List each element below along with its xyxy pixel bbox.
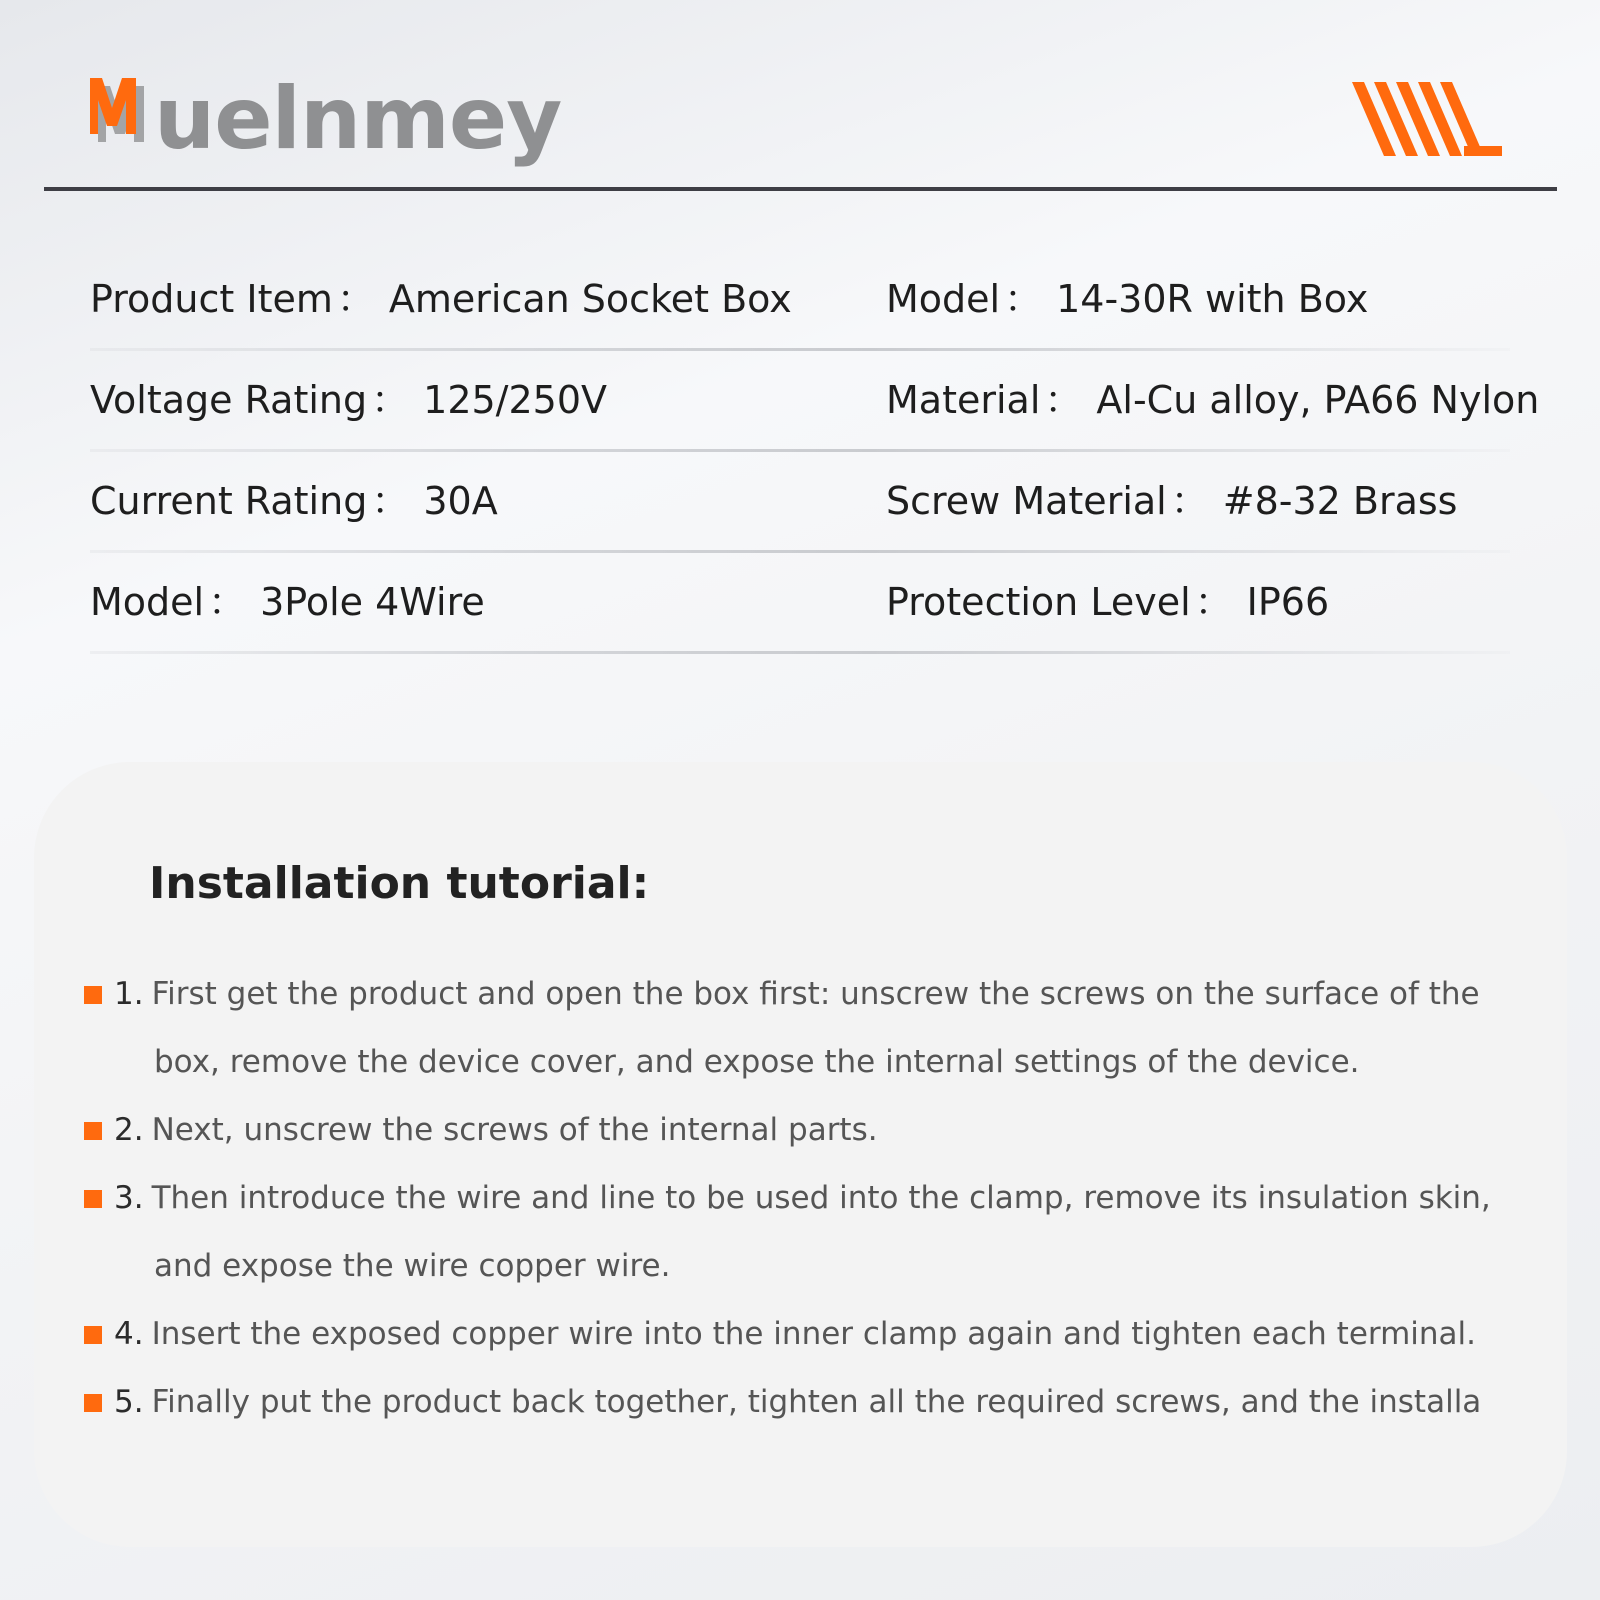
step-text: Insert the exposed copper wire into the inner clamp again and tighten each terminal. bbox=[151, 1316, 1477, 1352]
spec-separator: ： bbox=[208, 580, 247, 624]
bullet-square-icon bbox=[84, 1326, 102, 1344]
list-item bbox=[84, 1300, 1524, 1368]
spec-separator: ： bbox=[1004, 277, 1043, 321]
spec-label: Model bbox=[886, 277, 1001, 321]
spec-label: Current Rating bbox=[90, 479, 368, 523]
tutorial-steps bbox=[84, 960, 1524, 1436]
step-line-continued: box, remove the device cover, and expose the internal settings of the device. bbox=[154, 1044, 1360, 1080]
step-text: Then introduce the wire and line to be used into the clamp, remove its insulation skin, bbox=[151, 1180, 1491, 1216]
step-text: Finally put the product back together, tighten all the required screws, and the installa bbox=[151, 1384, 1482, 1420]
spec-model bbox=[886, 268, 1368, 323]
spec-value: 3Pole 4Wire bbox=[260, 580, 485, 624]
spec-value: Al-Cu alloy, PA66 Nylon bbox=[1096, 378, 1540, 422]
header-divider bbox=[44, 187, 1557, 191]
step-line bbox=[114, 1164, 1524, 1232]
step-line-continued: and expose the wire copper wire. bbox=[154, 1248, 671, 1284]
spec-product-item bbox=[90, 268, 792, 323]
spec-protection-level bbox=[886, 571, 1329, 626]
brand-logo bbox=[88, 62, 561, 182]
step-line bbox=[114, 960, 1524, 1028]
bullet-square-icon bbox=[84, 1122, 102, 1140]
bullet-square-icon bbox=[84, 986, 102, 1004]
spec-separator: ： bbox=[371, 479, 410, 523]
spec-label: Product Item bbox=[90, 277, 333, 321]
logo-m-icon bbox=[88, 78, 152, 152]
spec-row bbox=[90, 553, 1510, 654]
spec-separator: ： bbox=[1194, 580, 1233, 624]
step-number: 3. bbox=[114, 1180, 144, 1216]
list-item bbox=[84, 960, 1524, 1096]
spec-value: 125/250V bbox=[423, 378, 608, 422]
step-line bbox=[114, 1368, 1494, 1436]
spec-label: Protection Level bbox=[886, 580, 1191, 624]
specs-table bbox=[90, 250, 1540, 654]
spec-separator: ： bbox=[1170, 479, 1209, 523]
step-text: Next, unscrew the screws of the internal parts. bbox=[151, 1112, 878, 1148]
step-number: 2. bbox=[114, 1112, 144, 1148]
spec-label: Voltage Rating bbox=[90, 378, 368, 422]
spec-screw-material bbox=[886, 470, 1457, 525]
list-item bbox=[84, 1368, 1524, 1436]
list-item bbox=[84, 1164, 1524, 1300]
bullet-square-icon bbox=[84, 1394, 102, 1412]
step-line bbox=[114, 1096, 1524, 1164]
spec-value: IP66 bbox=[1246, 580, 1330, 624]
spec-value: 30A bbox=[423, 479, 498, 523]
logo-text: uelnmey bbox=[154, 69, 562, 169]
spec-pole-model bbox=[90, 571, 485, 626]
step-line bbox=[114, 1300, 1524, 1368]
step-number: 5. bbox=[114, 1384, 144, 1420]
spec-label: Screw Material bbox=[886, 479, 1167, 523]
tutorial-title: Installation tutorial: bbox=[149, 858, 650, 909]
spec-separator: ： bbox=[336, 277, 375, 321]
spec-material bbox=[886, 369, 1539, 424]
tutorial-card bbox=[34, 762, 1567, 1547]
list-item bbox=[84, 1096, 1524, 1164]
row-divider bbox=[90, 651, 1510, 654]
spec-current-rating bbox=[90, 470, 498, 525]
spec-row bbox=[90, 452, 1510, 553]
spec-value: #8-32 Brass bbox=[1222, 479, 1458, 523]
step-text: First get the product and open the box first: unscrew the screws on the surface of the bbox=[151, 976, 1480, 1012]
spec-label: Model bbox=[90, 580, 205, 624]
spec-voltage-rating bbox=[90, 369, 607, 424]
spec-value: 14-30R with Box bbox=[1056, 277, 1369, 321]
step-number: 4. bbox=[114, 1316, 144, 1352]
logo-m-mark bbox=[88, 78, 152, 152]
spec-label: Material bbox=[886, 378, 1041, 422]
spec-row bbox=[90, 351, 1540, 452]
spec-separator: ： bbox=[1044, 378, 1083, 422]
spec-separator: ： bbox=[371, 378, 410, 422]
step-number: 1. bbox=[114, 976, 144, 1012]
spec-value: American Socket Box bbox=[388, 277, 792, 321]
bullet-square-icon bbox=[84, 1190, 102, 1208]
stripes-icon bbox=[1352, 82, 1502, 156]
spec-row bbox=[90, 250, 1510, 351]
